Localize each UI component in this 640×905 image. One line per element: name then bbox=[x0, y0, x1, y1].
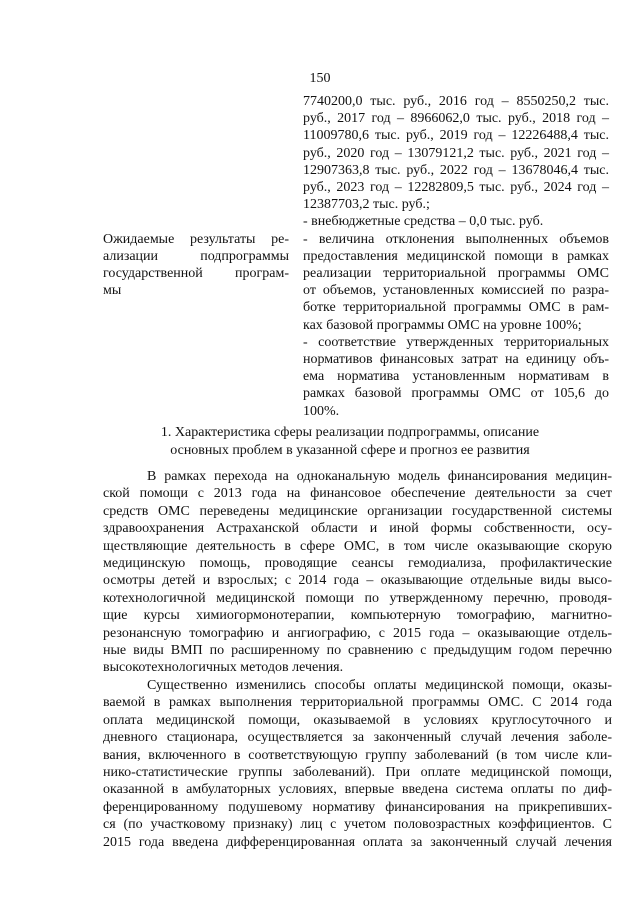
paragraph-line: ся (по участковому признаку) лиц с учетом половозрастных коэффициентов. С bbox=[103, 817, 612, 833]
paragraph-line: вания, включенного в соответствующую группу заболеваний (в том числе кли- bbox=[103, 747, 612, 763]
paragraph-line: оказанной в амбулаторных условиях, впервые введена система оплаты по диф- bbox=[103, 782, 612, 798]
funding-line: 12387703,2 тыс. руб.; bbox=[303, 197, 430, 213]
results-value-cell bbox=[303, 231, 609, 420]
page-number: 150 bbox=[309, 71, 331, 86]
funding-row bbox=[103, 93, 612, 231]
results-label-line: государственной програм- bbox=[103, 266, 289, 282]
results-line: рамках базовой программы ОМС от 105,6 до bbox=[303, 386, 609, 402]
paragraph-line: здравоохранения Астраханской области и иной формы собственности, осу- bbox=[103, 521, 612, 537]
paragraph-line: ской помощи с 2013 года на финансовое обеспечение деятельности за счет bbox=[103, 486, 612, 502]
paragraph-line: средств ОМС переведены медицинские организации государственной системы bbox=[103, 503, 612, 519]
results-line: 100%. bbox=[303, 403, 340, 419]
section-heading bbox=[0, 424, 640, 460]
results-label-cell bbox=[103, 231, 289, 420]
results-line: - величина отклонения выполненных объемов bbox=[303, 231, 609, 247]
results-label-line: ализации подпрограммы bbox=[103, 248, 289, 264]
paragraph-line: осмотры детей и взрослых; с 2014 года – оказывающие отдельные виды высо- bbox=[103, 573, 612, 589]
results-line: - соответствие утвержденных территориальных bbox=[303, 334, 609, 350]
section-heading-line: основных проблем в указанной сфере и прогноз ее развития bbox=[170, 443, 530, 458]
results-line: от объемов, установленных комиссией по разра- bbox=[303, 283, 609, 299]
results-line: реализации территориальной программы ОМС bbox=[303, 266, 609, 282]
paragraph-line: медицинскую помощь, проводящие сеансы гемодиализа, профилактические bbox=[103, 556, 612, 572]
paragraph-line: Существенно изменились способы оплаты медицинской помощи, оказы- bbox=[147, 677, 612, 693]
paragraph-line: ществляющие деятельность в сфере ОМС, в том числе оказывающие скорую bbox=[103, 538, 612, 554]
paragraph-line: ваемой в рамках выполнения территориальной программы ОМС. С 2014 года bbox=[103, 695, 612, 711]
paragraph-line: резонансную томографию и ангиографию, с 2015 года – оказывающие отдель- bbox=[103, 625, 612, 641]
paragraph-line: оплата медицинской помощи, оказываемой в условиях круглосуточного и bbox=[103, 712, 612, 728]
funding-line: 12907363,8 тыс. руб., 2022 год – 13678046,4 тыс. bbox=[303, 162, 609, 178]
results-line: ках базовой программы ОМС на уровне 100%; bbox=[303, 317, 582, 333]
funding-line: руб., 2017 год – 8966062,0 тыс. руб., 2018 год – bbox=[303, 111, 609, 127]
paragraph-line: щие курсы химиогормонотерапии, компьютерную томографию, магнитно- bbox=[103, 608, 612, 624]
paragraph-line: 2015 года введена дифференцированная оплата за законченный случай лечения bbox=[103, 834, 612, 850]
paragraph-2 bbox=[103, 677, 612, 851]
results-line: ема норматива установленным нормативам в bbox=[303, 369, 609, 385]
paragraph-line: ференцированному подушевому нормативу финансирования на прикрепивших- bbox=[103, 799, 612, 815]
results-row bbox=[103, 231, 612, 420]
paragraph-1 bbox=[103, 468, 612, 677]
paragraph-line: высокотехнологичных методов лечения. bbox=[103, 660, 344, 676]
paragraph-line: котехнологичной медицинской помощи по утвержденному перечню, проводя- bbox=[103, 590, 612, 606]
paragraph-line: ные виды ВМП по расширенному по сравнению с предыдущим годом перечню bbox=[103, 643, 612, 659]
results-label-line: Ожидаемые результаты ре- bbox=[103, 231, 289, 247]
results-line: ботке территориальной программы ОМС в рам- bbox=[303, 300, 609, 316]
passport-table bbox=[103, 93, 612, 420]
paragraph-line: нико-статистические группы заболеваний). При оплате медицинской помощи, bbox=[103, 764, 612, 780]
funding-label-cell bbox=[103, 93, 289, 231]
funding-value-cell bbox=[303, 93, 609, 231]
funding-line: 11009780,6 тыс. руб., 2019 год – 12226488,4 тыс. bbox=[303, 128, 609, 144]
results-line: нормативов финансовых затрат на единицу объ- bbox=[303, 352, 609, 368]
paragraph-line: дневного стационара, осуществляется за законченный случай лечения заболе- bbox=[103, 730, 612, 746]
funding-line: - внебюджетные средства – 0,0 тыс. руб. bbox=[303, 214, 544, 230]
funding-line: руб., 2020 год – 13079121,2 тыс. руб., 2021 год – bbox=[303, 145, 609, 161]
paragraph-line: В рамках перехода на одноканальную модель финансирования медицин- bbox=[147, 469, 612, 484]
funding-line: руб., 2023 год – 12282809,5 тыс. руб., 2024 год – bbox=[303, 180, 609, 196]
body-text bbox=[103, 468, 612, 851]
results-line: предоставления медицинской помощи в рамках bbox=[303, 248, 609, 264]
results-label-line: мы bbox=[103, 283, 122, 299]
funding-line: 7740200,0 тыс. руб., 2016 год – 8550250,2 тыс. bbox=[303, 94, 609, 109]
section-heading-line: 1. Характеристика сферы реализации подпрограммы, описание bbox=[160, 425, 540, 440]
